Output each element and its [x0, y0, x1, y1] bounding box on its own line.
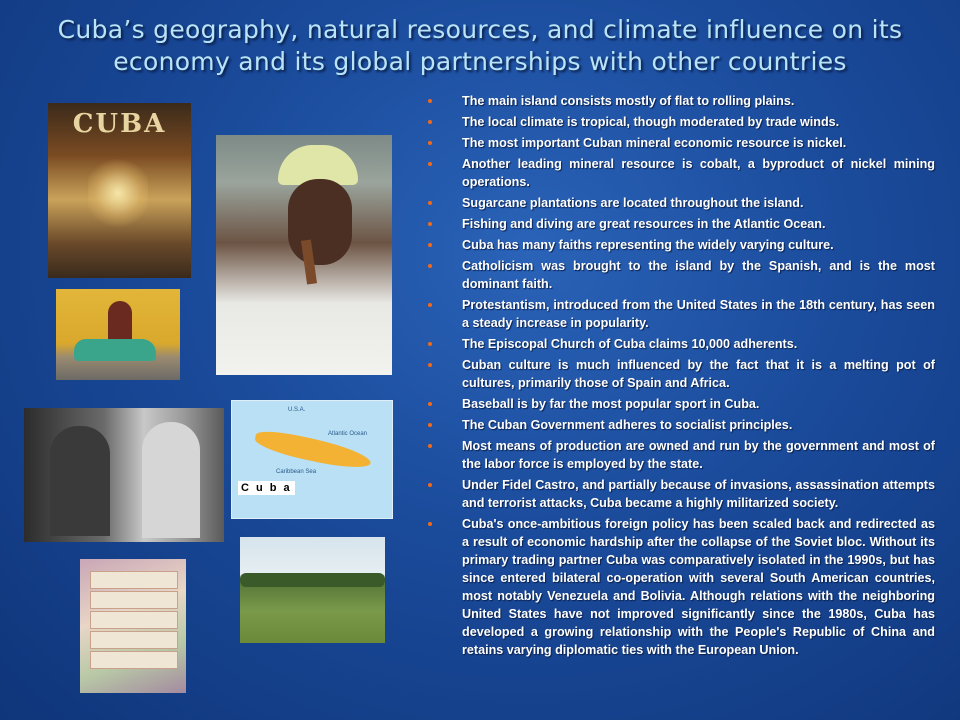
bullet-dot	[428, 162, 432, 166]
bullet-item	[428, 395, 935, 413]
bullet-dot	[428, 264, 432, 268]
bullet-item	[428, 437, 935, 473]
bullet-dot	[428, 363, 432, 367]
bullet-text: Baseball is by far the most popular sport in Cuba.	[462, 397, 760, 411]
bullet-dot	[428, 243, 432, 247]
bullet-text: The local climate is tropical, though moderated by trade winds.	[462, 115, 840, 129]
bill	[90, 571, 178, 589]
bill	[90, 631, 178, 649]
fidel-castro-photo	[24, 408, 224, 542]
bullet-text: Under Fidel Castro, and partially because of invasions, assassination attempts and terrorist attacks, Cuba became a highly militarized society.	[462, 478, 935, 510]
bullet-text: The most important Cuban mineral economic resource is nickel.	[462, 136, 847, 150]
poster-title: CUBA	[72, 109, 167, 139]
bullet-item	[428, 476, 935, 512]
bullet-text: Sugarcane plantations are located throughout the island.	[462, 196, 804, 210]
bill	[90, 651, 178, 669]
bullet-item	[428, 236, 935, 254]
bullet-dot	[428, 99, 432, 103]
bullet-list	[428, 92, 935, 662]
cuba-poster-image	[48, 103, 191, 278]
bullet-item	[428, 215, 935, 233]
bullet-item	[428, 257, 935, 293]
bullet-item	[428, 92, 935, 110]
bill	[90, 591, 178, 609]
bullet-dot	[428, 222, 432, 226]
bullet-text: Most means of production are owned and run by the government and most of the labor force is employed by the state.	[462, 439, 935, 471]
colonial-house-car-image	[56, 289, 180, 380]
bullet-text: Cuba has many faiths representing the widely varying culture.	[462, 238, 834, 252]
bullet-item	[428, 155, 935, 191]
map-label: C u b a	[238, 481, 295, 495]
bullet-text: The main island consists mostly of flat to rolling plains.	[462, 94, 795, 108]
bullet-text: Catholicism was brought to the island by the Spanish, and is the most dominant faith.	[462, 259, 935, 291]
bullet-text: Cuba's once-ambitious foreign policy has been scaled back and redirected as a result of economic hardship after the collapse of the Soviet bloc. Without its primary trading partner Cuba was comparatively isolated in the 1990s, but has since entered bilateral co-operation with several South American countries, most notably Venezuela and Bolivia. Although relations with the neighboring United States have not improved significantly since the 1980s, Cuba has developed a growing relationship with the People's Republic of China and retains varying diplomatic ties with the European Union.	[462, 517, 935, 657]
bullet-item	[428, 515, 935, 659]
bullet-dot	[428, 444, 432, 448]
bullet-item	[428, 335, 935, 353]
bullet-item	[428, 296, 935, 332]
bullet-text: The Cuban Government adheres to socialist principles.	[462, 418, 793, 432]
vintage-car	[74, 339, 156, 361]
title-line-2: economy and its global partnerships with other countries	[113, 47, 847, 76]
bullet-text: The Episcopal Church of Cuba claims 10,000 adherents.	[462, 337, 798, 351]
bullet-item	[428, 113, 935, 131]
bullet-dot	[428, 141, 432, 145]
tree-line	[240, 573, 385, 587]
cuban-money-image	[80, 559, 186, 693]
bullet-dot	[428, 522, 432, 526]
bullet-dot	[428, 201, 432, 205]
bullet-item	[428, 356, 935, 392]
bullet-dot	[428, 483, 432, 487]
person-right	[142, 422, 200, 538]
bullet-dot	[428, 342, 432, 346]
man-with-cigar-image	[216, 135, 392, 375]
bullet-item	[428, 194, 935, 212]
map-text-atlantic: Atlantic Ocean	[328, 431, 368, 437]
bullet-dot	[428, 402, 432, 406]
house-door	[108, 301, 132, 339]
bullet-text: Another leading mineral resource is cobalt, a byproduct of nickel mining operations.	[462, 157, 935, 189]
bullet-dot	[428, 423, 432, 427]
bullet-text: Cuban culture is much influenced by the fact that it is a melting pot of cultures, primarily those of Spain and Africa.	[462, 358, 935, 390]
map-text-caribbean: Caribbean Sea	[276, 469, 317, 475]
bullet-text: Fishing and diving are great resources in the Atlantic Ocean.	[462, 217, 826, 231]
map-text-usa: U.S.A.	[288, 407, 306, 413]
bullet-dot	[428, 303, 432, 307]
bullet-item	[428, 134, 935, 152]
poster-glow	[88, 158, 148, 228]
cuba-map-image	[231, 400, 393, 519]
title-line-1: Cuba’s geography, natural resources, and climate influence on its	[57, 15, 903, 44]
sugarcane-field-image	[240, 537, 385, 643]
bill	[90, 611, 178, 629]
person-left	[50, 426, 110, 536]
slide-title	[20, 14, 940, 78]
bullet-item	[428, 416, 935, 434]
bullet-text: Protestantism, introduced from the United States in the 18th century, has seen a steady increase in popularity.	[462, 298, 935, 330]
man-face	[288, 179, 352, 265]
bullet-dot	[428, 120, 432, 124]
